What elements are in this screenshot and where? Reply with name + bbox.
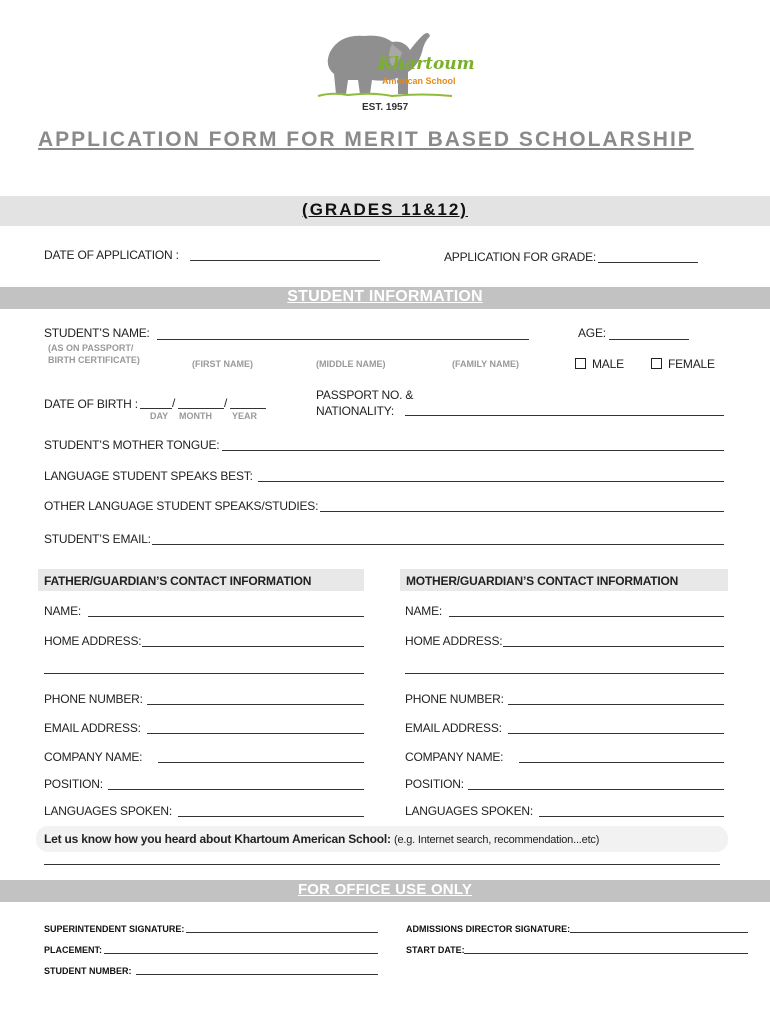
heard-about-prompt <box>44 832 599 846</box>
father-company-label: COMPANY NAME: <box>44 750 143 764</box>
age-field[interactable] <box>609 339 689 340</box>
mother-languages-field[interactable] <box>539 816 724 817</box>
male-checkbox[interactable] <box>575 358 586 369</box>
student-info-heading: STUDENT INFORMATION <box>287 288 483 305</box>
father-address-field-2[interactable] <box>44 673 364 674</box>
birth-certificate-note: BIRTH CERTIFICATE) <box>48 355 140 365</box>
father-phone-field[interactable] <box>147 704 364 705</box>
father-position-label: POSITION: <box>44 777 103 791</box>
father-phone-label: PHONE NUMBER: <box>44 692 143 706</box>
father-email-label: EMAIL ADDRESS: <box>44 721 141 735</box>
placement-field[interactable] <box>104 953 378 954</box>
start-date-label: START DATE: <box>406 945 465 955</box>
female-checkbox[interactable] <box>651 358 662 369</box>
other-language-label: OTHER LANGUAGE STUDENT SPEAKS/STUDIES: <box>44 499 319 513</box>
application-grade-field[interactable] <box>598 262 698 263</box>
admissions-label: ADMISSIONS DIRECTOR SIGNATURE: <box>406 924 571 934</box>
gender-female-option[interactable] <box>651 357 715 371</box>
middle-name-caption: (MIDDLE NAME) <box>316 359 386 369</box>
office-heading: FOR OFFICE USE ONLY <box>297 881 473 898</box>
dob-month-caption: MONTH <box>179 411 212 421</box>
mother-company-label: COMPANY NAME: <box>405 750 504 764</box>
passport-label: PASSPORT NO. & <box>316 388 414 402</box>
application-grade-label: APPLICATION FOR GRADE: <box>444 250 597 264</box>
date-of-application-label: DATE OF APPLICATION : <box>44 248 179 262</box>
mother-tongue-field[interactable] <box>222 450 724 451</box>
father-languages-field[interactable] <box>178 816 364 817</box>
family-name-caption: (FAMILY NAME) <box>452 359 520 369</box>
father-languages-label: LANGUAGES SPOKEN: <box>44 804 172 818</box>
passport-nationality-field[interactable] <box>405 415 724 416</box>
father-address-field[interactable] <box>142 646 364 647</box>
mother-email-field[interactable] <box>508 733 724 734</box>
nationality-label: NATIONALITY: <box>316 404 395 418</box>
dob-slash-1: / <box>172 396 176 410</box>
father-position-field[interactable] <box>108 789 364 790</box>
date-of-application-field[interactable] <box>190 260 380 261</box>
page-title: APPLICATION FORM FOR MERIT BASED SCHOLARSHIP <box>38 128 694 151</box>
heard-about-example: (e.g. Internet search, recommendation...etc) <box>394 834 600 846</box>
first-name-caption: (FIRST NAME) <box>192 359 253 369</box>
mother-position-field[interactable] <box>468 789 724 790</box>
mother-company-field[interactable] <box>519 762 724 763</box>
mother-name-field[interactable] <box>449 616 724 617</box>
mother-phone-label: PHONE NUMBER: <box>405 692 504 706</box>
logo-subname: American School <box>382 76 456 86</box>
mother-languages-label: LANGUAGES SPOKEN: <box>405 804 533 818</box>
student-number-field[interactable] <box>136 974 378 975</box>
father-address-label: HOME ADDRESS: <box>44 634 142 648</box>
superintendent-field[interactable] <box>186 932 378 933</box>
dob-slash-2: / <box>224 396 228 410</box>
logo-est: EST. 1957 <box>362 102 409 113</box>
dob-day-caption: DAY <box>150 411 169 421</box>
mother-tongue-label: STUDENT’S MOTHER TONGUE: <box>44 438 220 452</box>
start-date-field[interactable] <box>464 953 748 954</box>
female-label: FEMALE <box>668 357 715 371</box>
mother-position-label: POSITION: <box>405 777 464 791</box>
grades-heading: (GRADES 11&12) <box>302 200 468 219</box>
father-name-field[interactable] <box>88 616 364 617</box>
heard-about-field[interactable] <box>44 864 720 865</box>
father-company-field[interactable] <box>158 762 364 763</box>
mother-address-field[interactable] <box>503 646 724 647</box>
other-language-field[interactable] <box>320 511 724 512</box>
dob-label: DATE OF BIRTH : <box>44 397 138 411</box>
as-on-passport-note: (AS ON PASSPORT/ <box>48 343 134 353</box>
mother-phone-field[interactable] <box>508 704 724 705</box>
heard-about-label: Let us know how you heard about Khartoum American School: <box>44 832 391 846</box>
dob-day-field[interactable] <box>140 408 172 409</box>
age-label: AGE: <box>578 326 606 340</box>
student-number-label: STUDENT NUMBER: <box>44 966 132 976</box>
mother-email-label: EMAIL ADDRESS: <box>405 721 502 735</box>
language-best-field[interactable] <box>258 481 724 482</box>
gender-male-option[interactable] <box>575 357 624 371</box>
admissions-field[interactable] <box>570 932 748 933</box>
language-best-label: LANGUAGE STUDENT SPEAKS BEST: <box>44 469 253 483</box>
student-name-field[interactable] <box>157 339 529 340</box>
school-logo <box>312 22 475 118</box>
male-label: MALE <box>592 357 624 371</box>
student-email-label: STUDENT’S EMAIL: <box>44 532 151 546</box>
dob-month-field[interactable] <box>178 408 224 409</box>
mother-heading: MOTHER/GUARDIAN’S CONTACT INFORMATION <box>406 574 679 588</box>
mother-address-field-2[interactable] <box>405 673 724 674</box>
superintendent-label: SUPERINTENDENT SIGNATURE: <box>44 924 185 934</box>
dob-year-caption: YEAR <box>232 411 258 421</box>
mother-name-label: NAME: <box>405 604 443 618</box>
student-email-field[interactable] <box>152 544 724 545</box>
father-heading: FATHER/GUARDIAN’S CONTACT INFORMATION <box>44 574 312 588</box>
father-name-label: NAME: <box>44 604 82 618</box>
logo-name: Khartoum <box>378 54 475 74</box>
placement-label: PLACEMENT: <box>44 945 102 955</box>
dob-year-field[interactable] <box>230 408 266 409</box>
father-email-field[interactable] <box>147 733 364 734</box>
mother-address-label: HOME ADDRESS: <box>405 634 503 648</box>
student-name-label: STUDENT’S NAME: <box>44 326 150 340</box>
